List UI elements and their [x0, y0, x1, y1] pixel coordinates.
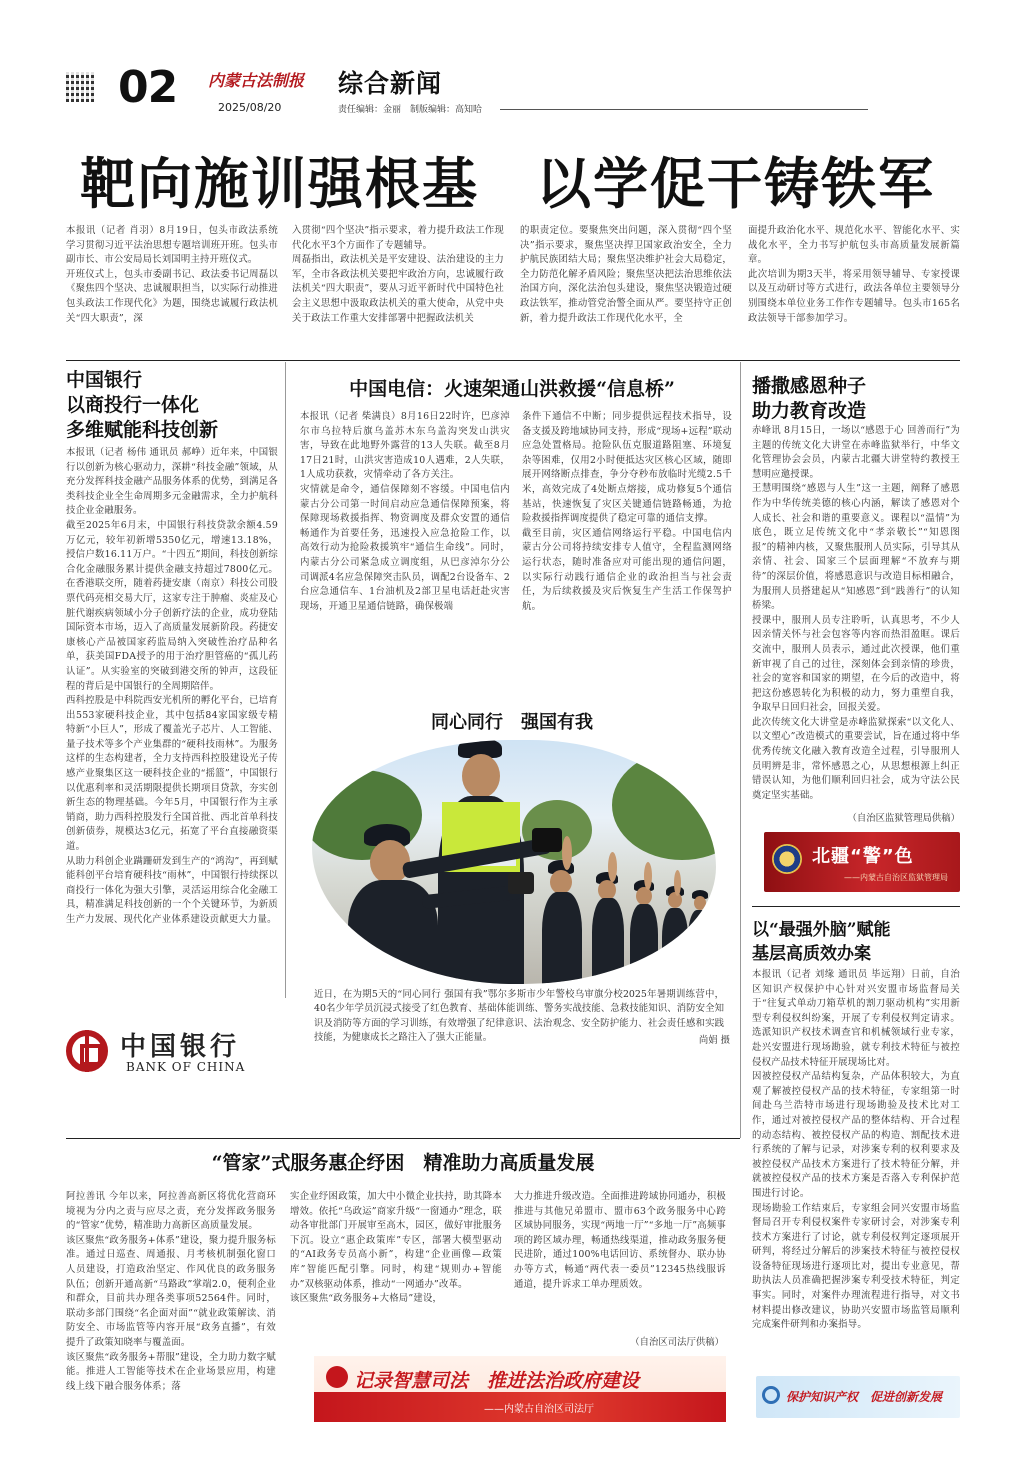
banner-justice: [314, 1356, 726, 1422]
bank-of-china-logo-icon: [66, 1030, 108, 1072]
bottom-title: “管家”式服务惠企纾困 精准助力高质量发展: [211, 1152, 595, 1174]
photo-credit: 尚娟 摄: [698, 1035, 730, 1046]
photo-caption: [314, 988, 724, 1046]
education-title: [752, 374, 962, 424]
boc-logo-cn: 中国银行: [120, 1032, 241, 1062]
boc-title-line3: 多维赋能科技创新: [66, 419, 219, 441]
telecom-col2-text: 条件下通信不中断；同步提供远程技术指导，设备支援及跨地域协同支持，形成“现场+远程”联动应急处置格局。抢险队伍克服道路阻塞、环境复杂等困难，仅用2小时便抵达灾区核心区域，随即展开网络断点排查，争分夺秒布放临时光缆2.5千米，高效完成了4处断点熔接，成功修复5个通信基站，快速恢复了灾区关键通信链路畅通，为抢险救援指挥调度提供了稳定可靠的通信支撑。 截至目前，灾区通信网络运行平稳。中国电信内蒙古分公司将持续安排专人值守，全程监测网络运行状态，随时准备应对可能出现的通信问题，以实际行动践行通信企业的政治担当与社会责任，为后续救援及灾后恢复生产生活工作保驾护航。: [522, 411, 732, 612]
ip-logo-icon: [762, 1386, 780, 1404]
banner-north-subtitle: ——内蒙古自治区监狱管理局: [844, 873, 948, 882]
bottom-source: （自治区司法厅供稿）: [630, 1337, 724, 1348]
boc-logo-en: BANK OF CHINA: [126, 1060, 246, 1074]
boc-body-text: 本报讯（记者 杨伟 通讯员 郝峥）近年来，中国银行以创新为核心驱动力，深耕“科技金融”领域，从充分发挥科技金融产品服务体系的优势，到满足各类科技企业全生命周期多元金融需求，全力护航科技企业金融服务。 截至2025年6月末，中国银行科技贷款余额4.59万亿元，较年初新增5350亿元，增速13.18%，授信户数16.11万户。“十四五”期间，科技创新综合化金融服务累计提供金融支持超过7800亿元。在香港联交所，随着药捷安康（南京）科技公司股票代码亮相交易大厅，这家专注于肿瘤、炎症及心脏代谢疾病领域小分子创新疗法的企业，成功登陆国际资本市场，迈入了高质量发展新阶段。药捷安康核心产品被国家药监局纳入突破性治疗品种名单，获美国FDA授予的用于治疗胆管癌的“孤儿药认证”。从实验室的突破到港交所的钟声，这段征程的背后是中国银行的全周期陪伴。 西科控股是中科院西安光机所的孵化平台，已培育出553家硬科技企业，其中包括84家国家级专精特新“小巨人”，形成了覆盖光子芯片、人工智能、量子技术等多个产业集群的“硬科技雨林”。为服务这样的生态构建者，全力支持西科控股建设光子传感产业聚集区这一硬科技企业的“摇篮”，中国银行以优惠利率和灵活期限提供长期项目贷款，夯实创新生态的物理基础。今年5月，中国银行作为主承销商，助力西科控股发行全国首批、西北首单科技创新债券，规模达3亿元，拓宽了平台直接融资渠道。 从助力科创企业蹒跚研发到生产的“鸿沟”，再到赋能科创平台培育硬科技“雨林”，中国银行持续探以商投行一体化为强大引擎，灵活运用综合化金融工具，精准满足科技创新的一个个关键环节，为新质生产力发展、现代化产业体系建设贡献更大力量。: [66, 447, 278, 925]
bottom-col1-text: 阿拉善讯 今年以来，阿拉善高新区将优化营商环境视为分内之责与应尽之责，充分发挥政务服务的“管家”优势，精准助力高新区高质量发展。 该区聚焦“政务服务+体系”建设，聚力提升服务标准。通过日巡查、周通报、月考核机制强化窗口人员建设，打造政治坚定、作风优良的政务服务队伍；创新开通高新“马路政”掌端2.0，便利企业和群众，目前共办理各类事项52564件。同时，联动多部门围绕“名企面对面”“就业政策解读、消防安全、市场监管等内容开展“政务直播”，有效提升了政策知晓率与覆盖面。 该区聚焦“政务服务+帮服”建设，全力助力数字赋能。推进人工智能等技术在企业场景应用，构建线上线下融合服务体系；落: [66, 1191, 276, 1392]
lead-col3-text: 的职责定位。要聚焦突出问题，深入贯彻“四个坚决”指示要求，聚焦坚决捍卫国家政治安全，全力护航民族团结大局；聚焦坚决维护社会大局稳定，全力防范化解矛盾风险；聚焦坚决把法治思维依法治国方向，深化法治包头建设，聚焦坚决锻造过硬政法铁军，推动管党治警全面从严。要坚持守正创新，着力提升政法工作现代化水平，全: [520, 225, 732, 324]
lead-article-col1: [66, 224, 278, 326]
lead-col2-text: 入贯彻“四个坚决”指示要求，着力提升政法工作现代化水平3个方面作了专题辅导。 周磊指出，政法机关是平安建设、法治建设的主力军，全市各政法机关要把牢政治方向，忠诚履行政法机关“四大职责”，要从习近平新时代中国特色社会主义思想中汲取政法机关的重大使命，从党中央关于政法工作重大安排部署中把握政法机关: [292, 225, 504, 324]
education-source: （自治区监狱管理局供稿）: [847, 813, 960, 824]
bottom-col3: [514, 1190, 726, 1292]
boc-body: [66, 446, 278, 1020]
divider-col-left: [285, 362, 286, 998]
banner-north-police: [764, 832, 960, 892]
masthead: 内蒙古法制报: [208, 71, 305, 90]
youth-police-training-photo: [312, 740, 716, 984]
banner-justice-title: 记录智慧司法 推进法治政府建设: [354, 1370, 640, 1392]
divider-col-right: [740, 362, 741, 1138]
banner-north-title: 北疆“警”色: [812, 846, 914, 867]
lead-article-col3: [520, 224, 732, 326]
divider-bottom: [66, 1138, 740, 1139]
banner-ip-title: 保护知识产权 促进创新发展: [786, 1390, 943, 1404]
editor-credits: 责任编辑：金丽 制版编辑：高知哈: [338, 105, 483, 115]
boc-title: [66, 368, 278, 443]
party-emblem-icon: [326, 1366, 348, 1388]
bottom-col3-text: 大力推进升级改造。全面推进跨域协同通办，积极推进与其他兄弟盟市、盟市63个政务服务中心跨区域协同服务，实现“两地一厅”“多地一厅”高频事项的跨区域办理，畅通热线渠道，推动政务服务便民进阶，通过100%电话回访、系统督办、联办协办等方式，畅通“两代表一委员”12345热线服诉通道，提升诉求工单办理质效。: [514, 1191, 726, 1290]
photo-title: 同心同行 强国有我: [431, 712, 593, 733]
lead-col1-text: 本报讯（记者 肖羽）8月19日，包头市政法系统学习贯彻习近平法治思想专题培训班开班。包头市副市长、市公安局局长刘国明主持开班仪式。 开班仪式上，包头市委副书记、政法委书记周磊以《聚焦四个坚决、忠诚履职担当，以实际行动推进包头政法工作现代化》为题，围绕忠诚履行政法机关“四大职责”，深: [66, 225, 278, 324]
telecom-col1-text: 本报讯（记者 柴满良）8月16日22时许，巴彦淖尔市乌拉特后旗乌盖苏木东乌盖沟突发山洪灾害，导致在此地野外露营的13人失联。截至8月17日21时，山洪灾害造成10人遇难，2人失联，1人成功获救，灾情牵动了各方关注。 灾情就是命令，通信保障刻不容缓。中国电信内蒙古分公司第一时间启动应急通信保障预案，将保障现场救援指挥、物资调度及群众安置的通信畅通作为首要任务，迅速投入应急抢险工作，以高效行动为抢险救援筑牢“通信生命线”。同时，内蒙古分公司紧急成立调度组，从巴彦淖尔分公司调派4名应急保障突击队员，调配2台设备车、2台应急通信车、1台油机及2部卫星电话赶赴灾害现场，开通卫星通信链路，确保极端: [300, 411, 510, 612]
header-rule: [500, 109, 868, 110]
telecom-title: 中国电信：火速架通山洪救援“信息桥”: [349, 378, 675, 400]
qr-code: [66, 72, 96, 102]
boc-title-line2: 以商投行一体化: [66, 394, 200, 416]
ip-title-line2: 基层高质效办案: [752, 944, 871, 964]
lead-article-col4: [748, 224, 960, 326]
ip-title-line1: 以“最强外脑”赋能: [752, 920, 891, 940]
bottom-col1: [66, 1190, 276, 1426]
boc-title-line1: 中国银行: [66, 369, 143, 391]
education-title-line1: 播撒感恩种子: [752, 375, 867, 397]
main-headline: 靶向施训强根基 以学促干铸铁军: [80, 151, 936, 216]
page-number: 02: [118, 62, 178, 113]
bottom-col2-text: 实企业纾困政策，加大中小微企业扶持，助其降本增效。依托“乌政运”商家升级“一窗通办”理念，联动各审批部门开展审至高木，园区，做好审批服务下沉。设立“惠企政策库”专区，部署大模型驱动的“AI政务专员高小新”，构建“企业画像—政策库”智能匹配引擎。同时，构建“规则办+智能办”双核驱动体系，推动“一网通办”改革。 该区聚焦“政务服务+大格局”建设，: [290, 1191, 502, 1305]
ip-title: [752, 918, 962, 966]
photo-caption-text: 近日，在为期5天的“同心同行 强国有我”鄂尔多斯市少年警校乌审旗分校2025年暑期训练营中，40名少年学员沉浸式接受了红色教育、基础体能训练、警务实战技能、急救技能知识、消防安全知识及消防等方面的学习训练，有效增强了纪律意识、法治观念、安全防护能力、社会责任感和实践技能，为健康成长之路注入了强大正能量。: [314, 989, 724, 1044]
lead-col4-text: 面提升政治化水平、规范化水平、智能化水平、实战化水平，全力书写护航包头市高质量发展新篇章。 此次培训为期3天半，将采用领导辅导、专家授课以及互动研讨等方式进行，政法各单位主要领导分别围绕本单位业务工作作专题辅导。包头市165名政法领导干部参加学习。: [748, 225, 960, 324]
education-body-text: 赤峰讯 8月15日，一场以“感恩于心 回善而行”为主题的传统文化大讲堂在赤峰监狱举行，中华文化管理协会会员，内蒙古北疆大讲堂特约教授王慧明应邀授课。 王慧明围绕“感恩与人生”这一主题，阐释了感恩作为中华传统美德的核心内涵，解读了感恩对个人成长、社会和谐的重要意义。课程以“温情”为底色，既立足传统文化中“孝亲敬长”“知恩图报”的精神内核，又聚焦服刑人员实际，引导其从亲情、社会、国家三个层面理解“不放弃与期待”的深层价值，将感恩意识与改造目标相融合，为服刑人员搭建起从“知感恩”到“践善行”的认知桥梁。 授课中，服刑人员专注聆听，认真思考，不少人因亲情关怀与社会包容等内容而热泪盈眶。课后交流中，服刑人员表示，通过此次授课，他们重新审视了自己的过往，深刻体会到亲情的珍贵，社会的宽容和国家的期望，在今后的改造中，将把这份感恩转化为积极的动力，努力重塑自我，争取早日回归社会，回报关爱。 此次传统文化大讲堂是赤峰监狱探索“以文化人、以文塑心”改造模式的重要尝试，旨在通过将中华优秀传统文化融入教育改造全过程，引导服刑人员明辨是非，常怀感恩之心，从思想根源上纠正错误认知，为他们顺利回归社会，成为守法公民奠定坚实基础。: [752, 425, 960, 801]
ip-body-text: 本报讯（记者 刘缘 通讯员 毕远翔）日前，自治区知识产权保护中心针对兴安盟市场监督局关于“往复式单动刀箱草机的割刀驱动机构”实用新型专利侵权纠纷案，开展了专利侵权判定请求。选派知识产权技术调查官和机械领域行业专家，赴兴安盟进行现场勘验，就专利技术特征与被控侵权产品技术特征开展现场比对。 因被控侵权产品结构复杂，产品体积较大，为直观了解被控侵权产品的技术特征，专家组第一时间赴乌兰浩特市场进行现场勘验及技术比对工作，通过对被控侵权产品的整体结构、开合过程的动态结构、被控侵权产品的构造、割配技术进行系统的了解与记录，对涉案专利的权利要求及被控侵权产品技术方案进行了技术特征分解，并就被控侵权产品的技术方案是否落入专利保护范围进行讨论。 现场勘验工作结束后，专家组会同兴安盟市场监督局召开专利侵权案件专家研讨会，对涉案专利技术方案进行了讨论，就专利侵权判定逐项展开研判，将经过分解后的涉案技术特征与被控侵权设备特征现场进行逐项比对，提出专业意见，帮助执法人员准确把握涉案专利受技术特征，判定事实。同时，对案件办理流程进行指导，对文书材料提出修改建议，协助兴安盟市场监管局顺利完成案件研判和办案指导。: [752, 969, 960, 1331]
ip-body: [752, 968, 960, 1366]
section-title: 综合新闻: [338, 69, 443, 98]
bottom-col2: [290, 1190, 502, 1307]
education-title-line2: 助力教育改造: [752, 400, 867, 422]
police-badge-icon: [772, 844, 802, 874]
banner-ip: [756, 1376, 960, 1418]
banner-justice-subtitle: ——内蒙古自治区司法厅: [484, 1404, 594, 1415]
divider-top: [66, 360, 960, 361]
issue-date: 2025/08/20: [218, 101, 282, 114]
divider-right-mid: [752, 906, 960, 907]
lead-article-col2: [292, 224, 504, 326]
education-body: [752, 424, 960, 804]
telecom-col1: [300, 410, 510, 614]
telecom-col2: [522, 410, 732, 614]
